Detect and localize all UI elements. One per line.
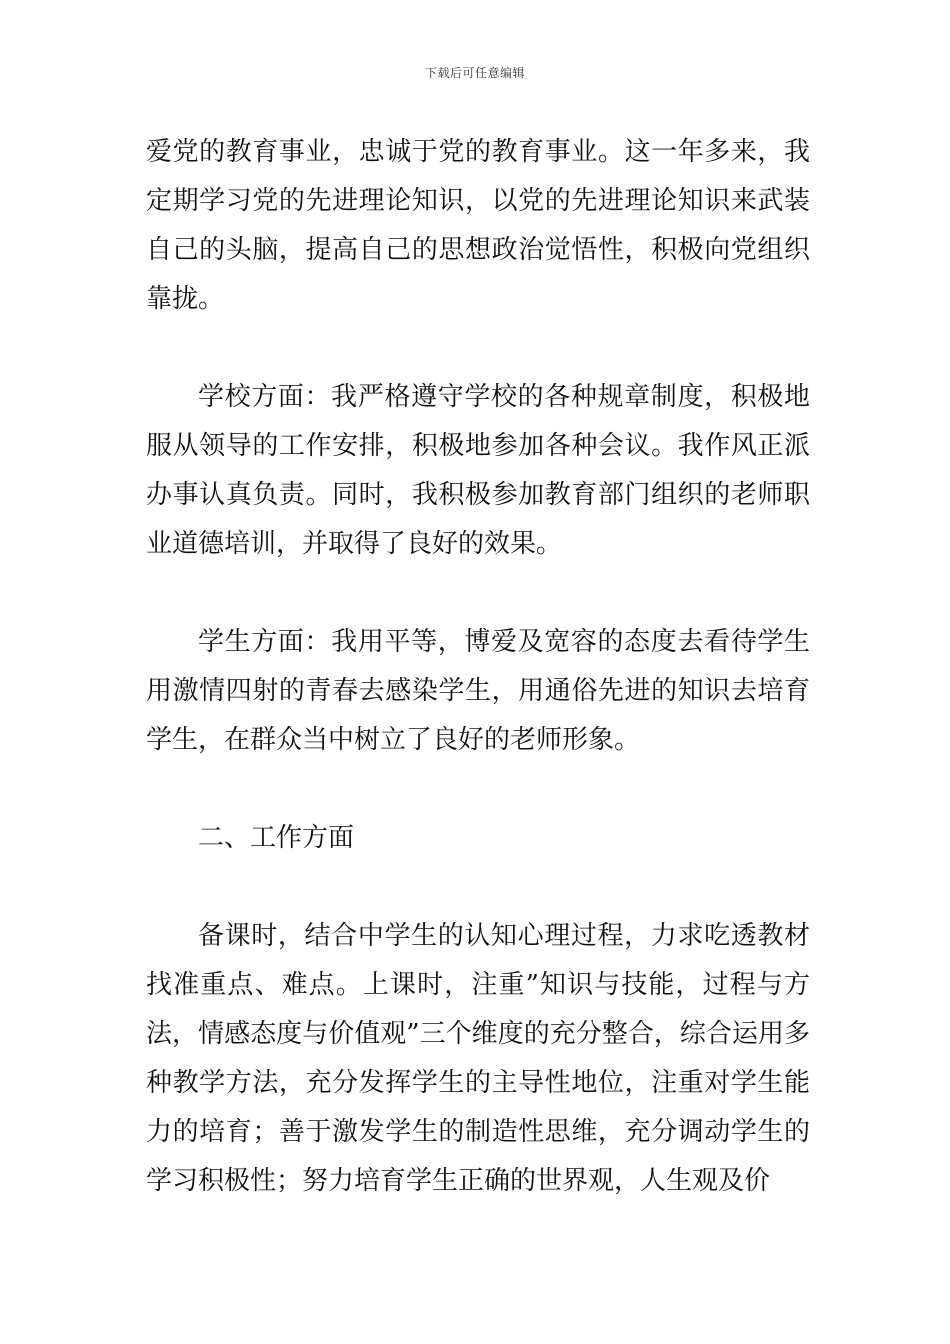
section-heading-work: 二、工作方面	[198, 823, 355, 853]
paragraph-school-aspect: 学校方面：我严格遵守学校的各种规章制度，积极地服从领导的工作安排，积极地参加各种会议。我作风正派办事认真负责。同时，我积极参加教育部门组织的老师职业道德培训，并取得了良好的效果。	[146, 382, 810, 559]
document-body	[146, 128, 810, 1206]
paragraph-gap	[146, 324, 810, 373]
paragraph-gap	[146, 765, 810, 814]
paragraph-party-loyalty: 爱党的教育事业，忠诚于党的教育事业。这一年多来，我定期学习党的先进理论知识，以党的先进理论知识来武装自己的头脑，提高自己的思想政治觉悟性，积极向党组织靠拢。	[146, 137, 810, 314]
paragraph-gap	[146, 569, 810, 618]
paragraph-student-aspect: 学生方面：我用平等，博爱及宽容的态度去看待学生用激情四射的青春去感染学生，用通俗先进的知识去培育学生，在群众当中树立了良好的老师形象。	[146, 627, 810, 755]
page-header: 下载后可任意编辑	[424, 66, 525, 80]
paragraph-lesson-prep: 备课时，结合中学生的认知心理过程，力求吃透教材找准重点、难点。上课时，注重”知识与技能，过程与方法，情感态度与价值观”三个维度的充分整合，综合运用多种教学方法，充分发挥学生的主导性地位，注重对学生能力的培育；善于激发学生的制造性思维，充分调动学生的学习积极性；努力培育学生正确的世界观，人生观及价	[146, 921, 810, 1196]
paragraph-gap	[146, 863, 810, 912]
